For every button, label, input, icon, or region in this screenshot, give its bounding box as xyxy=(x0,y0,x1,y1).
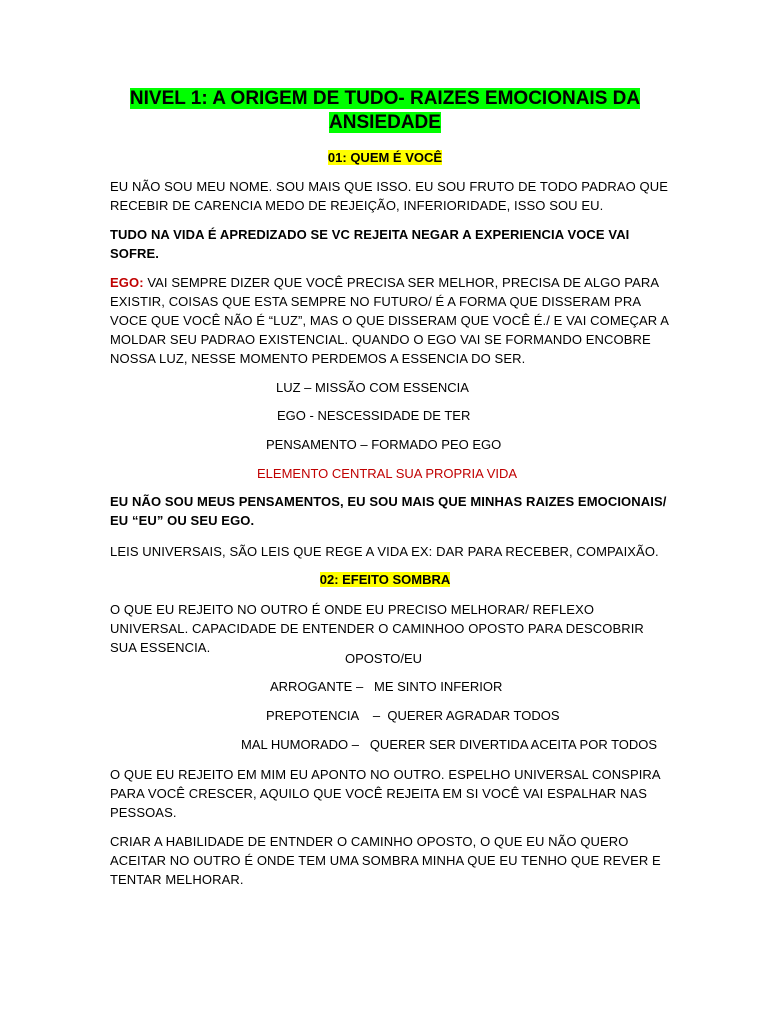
ego-paragraph xyxy=(110,273,670,368)
section-1-heading xyxy=(110,150,660,165)
opposite-line-arrogante: ARROGANTE – ME SINTO INFERIOR xyxy=(270,679,503,694)
centered-line-luz: LUZ – MISSÃO COM ESSENCIA xyxy=(276,380,469,395)
section-2-paragraph-2: O QUE EU REJEITO EM MIM EU APONTO NO OUTRO. ESPELHO UNIVERSAL CONSPIRA PARA VOCÊ CRESCER, AQUILO QUE VOCÊ REJEITA EM SI VOCÊ VAI ESPALHAR NAS PESSOAS. xyxy=(110,767,660,820)
section-1-paragraph-4: LEIS UNIVERSAIS, SÃO LEIS QUE REGE A VIDA EX: DAR PARA RECEBER, COMPAIXÃO. xyxy=(110,544,659,559)
centered-line-ego: EGO - NESCESSIDADE DE TER xyxy=(277,408,471,423)
section-2-paragraph-3: CRIAR A HABILIDADE DE ENTNDER O CAMINHO OPOSTO, O QUE EU NÃO QUERO ACEITAR NO OUTRO É ONDE TEM UMA SOMBRA MINHA QUE EU TENHO QUE REVER E TENTAR MELHORAR. xyxy=(110,834,661,887)
ego-text: VAI SEMPRE DIZER QUE VOCÊ PRECISA SER MELHOR, PRECISA DE ALGO PARA EXISTIR, COISAS QUE ESTA SEMPRE NO FUTURO/ É A FORMA QUE DISSERAM PRA VOCE QUE VOCÊ NÃO É “LUZ”, MAS O QUE DISSERAM QUE VOCÊ É./ E VAI COMEÇAR A MOLDAR SEU PADRAO EXISTENCIAL. QUANDO O EGO VAI SE FORMANDO ENCOBRE NOSSA LUZ, NESSE MOMENTO PERDEMOS A ESSENCIA DO SER. xyxy=(110,275,669,366)
section-2-paragraph-1: O QUE EU REJEITO NO OUTRO É ONDE EU PRECISO MELHORAR/ REFLEXO UNIVERSAL. CAPACIDADE DE ENTENDER O CAMINHOO OPOSTO PARA DESCOBRIR SUA ESSENCIA. xyxy=(110,602,644,655)
title-line-1: NIVEL 1: A ORIGEM DE TUDO- RAIZES EMOCIONAIS DA xyxy=(129,88,641,109)
section-1-paragraph-2: TUDO NA VIDA É APREDIZADO SE VC REJEITA NEGAR A EXPERIENCIA VOCE VAI SOFRE. xyxy=(110,227,630,261)
section-2-heading-text: 02: EFEITO SOMBRA xyxy=(319,572,451,587)
title-line-2: ANSIEDADE xyxy=(329,112,441,133)
opposite-line-mal-humorado: MAL HUMORADO – QUERER SER DIVERTIDA ACEITA POR TODOS xyxy=(241,737,658,752)
centered-line-pensamento: PENSAMENTO – FORMADO PEO EGO xyxy=(266,437,502,452)
section-1-paragraph-3: EU NÃO SOU MEUS PENSAMENTOS, EU SOU MAIS QUE MINHAS RAIZES EMOCIONAIS/ EU “EU” OU SEU EGO. xyxy=(110,494,667,528)
section-2-heading xyxy=(110,572,660,587)
centered-line-elemento: ELEMENTO CENTRAL SUA PROPRIA VIDA xyxy=(257,466,518,481)
section-1-paragraph-1: EU NÃO SOU MEU NOME. SOU MAIS QUE ISSO. EU SOU FRUTO DE TODO PADRAO QUE RECEBIR DE CARENCIA MEDO DE REJEIÇÃO, INFERIORIDADE, ISSO SOU EU. xyxy=(110,179,668,213)
opposite-line-prepotencia: PREPOTENCIA – QUERER AGRADAR TODOS xyxy=(266,708,560,723)
ego-label: EGO: xyxy=(110,275,144,290)
opposite-heading: OPOSTO/EU xyxy=(345,651,423,666)
section-1-heading-text: 01: QUEM É VOCÊ xyxy=(327,150,443,165)
page-title xyxy=(110,87,660,135)
